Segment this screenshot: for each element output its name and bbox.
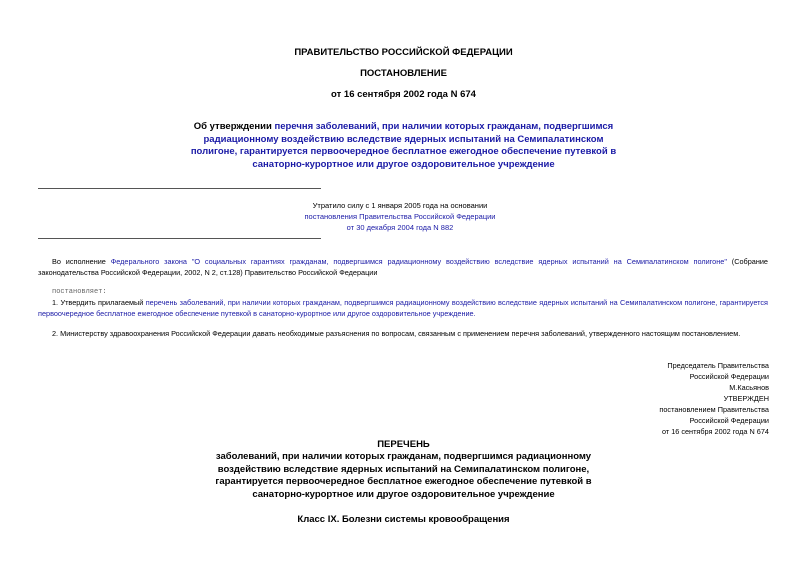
title-link[interactable]: перечня заболеваний, при наличии которых гражданам, подвергшимся радиационному воздействию вследствие ядерных испытаний на Семипалатинском полигоне, гарантируется первоочередное бесплатное ежегодное обеспечение путевкой в санаторно-курортное или другое оздоровительное учреждение (190, 121, 617, 170)
government-heading: ПРАВИТЕЛЬСТВО РОССИЙСКОЙ ФЕДЕРАЦИИ (294, 47, 513, 58)
item1-prefix: 1. Утвердить прилагаемый (52, 298, 146, 307)
expiry-link-line3[interactable]: от 30 декабря 2004 года N 882 (346, 223, 454, 232)
item-2: 2. Министерству здравоохранения Российской Федерации давать необходимые разъяснения по вопросам, связанным с применением перечня заболеваний, утвержденного настоящим постановлением. (52, 329, 741, 338)
expiry-link-line2[interactable]: постановления Правительства Российской Федерации (304, 212, 496, 221)
document-title (180, 121, 627, 171)
signature-block (549, 360, 769, 437)
sig-line7: от 16 сентября 2002 года N 674 (661, 427, 769, 436)
divider-top (38, 188, 321, 189)
item-1 (38, 298, 768, 319)
list-subtitle: заболеваний, при наличии которых гражданам, подвергшимся радиационному воздействию вследствие ядерных испытаний на Семипалатинском полигоне, гарантируется первоочередное бесплатное ежегодное обеспечение путевкой в санаторно-курортное или другое оздоровительное учреждение (215, 451, 592, 500)
item1-list-link[interactable]: перечень заболеваний, при наличии которых гражданам, подвергшимся радиационному воздействию вследствие ядерных испытаний на Семипалатинском полигоне, гарантируется первоочередное бесплатное ежегодное обеспечение путевкой в санаторно-курортное или другое оздоровительное учреждение. (38, 298, 768, 318)
preamble-prefix: Во исполнение (52, 257, 111, 266)
divider-bottom (38, 238, 321, 239)
preamble-law-link[interactable]: Федерального закона "О социальных гарантиях гражданам, подвергшимся радиационному воздействию вследствие ядерных испытаний на Семипалатинском полигоне" (110, 257, 727, 266)
sig-line6: Российской Федерации (689, 416, 769, 425)
sig-line3: М.Касьянов (729, 383, 769, 392)
preamble (38, 257, 768, 278)
decrees-word: постановляет: (52, 288, 107, 296)
doc-type-heading: ПОСТАНОВЛЕНИЕ (360, 68, 447, 79)
list-heading: ПЕРЕЧЕНЬ (377, 439, 430, 450)
sig-line5: постановлением Правительства (659, 405, 769, 414)
expiry-note (250, 200, 550, 233)
sig-line4: УТВЕРЖДЕН (723, 394, 769, 403)
expiry-line1: Утратило силу с 1 января 2005 года на основании (312, 201, 488, 210)
title-prefix: Об утверждении (193, 121, 275, 132)
sig-line1: Председатель Правительства (667, 361, 769, 370)
date-number: от 16 сентября 2002 года N 674 (331, 89, 476, 100)
sig-line2: Российской Федерации (689, 372, 769, 381)
preamble-suffix: (Собрание законодательства Российской Федерации, 2002, N 2, ст.128) Правительство Российской Федерации (38, 257, 768, 277)
class-title: Класс IX. Болезни системы кровообращения (297, 514, 510, 525)
